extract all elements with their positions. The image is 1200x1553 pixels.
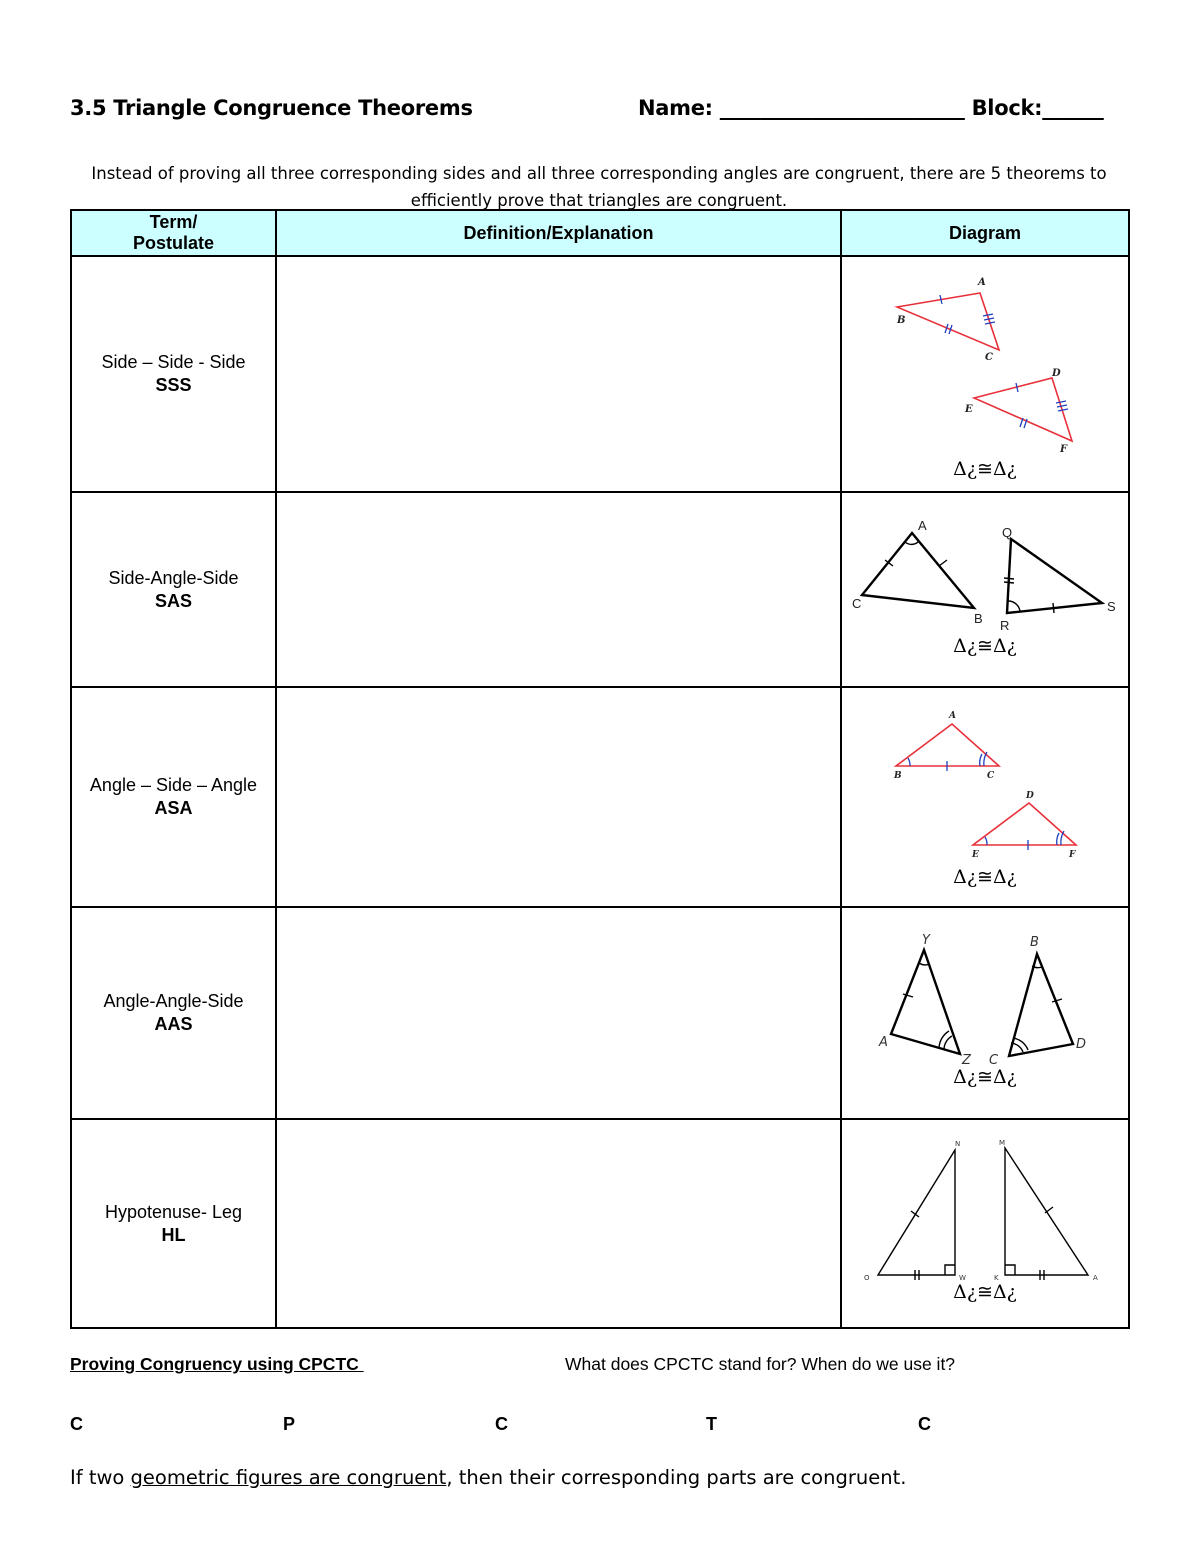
vertex-label: E [972, 850, 979, 860]
theorem-table [70, 209, 1130, 1329]
cpctc-letter: T [706, 1414, 717, 1434]
table-row-hl [71, 1119, 1129, 1328]
header-term-line2: Postulate [132, 233, 215, 253]
cpctc-letter: C [70, 1414, 83, 1434]
congruence-statement: Δ¿≅Δ¿ [953, 1066, 1017, 1088]
term-name: Angle – Side – Angle [89, 775, 258, 795]
vertex-label: C [989, 1053, 999, 1068]
vertex-label: Z [962, 1053, 971, 1068]
term-cell [71, 1119, 276, 1328]
worksheet-title: 3.5 Triangle Congruence Theorems [70, 96, 473, 120]
closing-underlined: geometric figures are congruent [130, 1466, 447, 1489]
congruence-statement: Δ¿≅Δ¿ [953, 866, 1017, 888]
definition-cell[interactable] [276, 256, 841, 492]
diagram-cell [841, 907, 1129, 1119]
vertex-label: A [949, 711, 956, 721]
vertex-label: Q [1002, 525, 1013, 540]
table-row-sas [71, 492, 1129, 687]
name-block-field[interactable]: Name: ________________________ Block:______ [638, 96, 1104, 120]
intro-text: Instead of proving all three corresponding sides and all three corresponding angles are congruent, there are 5 theorems to efficiently prove that triangles are congruent. [91, 164, 1107, 210]
vertex-label: D [1026, 791, 1034, 801]
term-abbr: SAS [154, 590, 192, 611]
vertex-label: R [1000, 618, 1010, 633]
term-name: Side – Side - Side [101, 352, 246, 372]
definition-cell[interactable] [276, 687, 841, 907]
term-name: Hypotenuse- Leg [104, 1201, 243, 1222]
vertex-label: C [987, 771, 995, 781]
term-cell [71, 492, 276, 687]
vertex-label: B [1030, 935, 1039, 950]
congruence-statement: Δ¿≅Δ¿ [953, 1281, 1017, 1303]
vertex-label: N [955, 1140, 961, 1148]
term-abbr: SSS [155, 375, 192, 395]
definition-cell[interactable] [276, 1119, 841, 1328]
sas-diagram [842, 493, 1128, 688]
congruence-statement: Δ¿≅Δ¿ [953, 458, 1017, 480]
vertex-label: D [1052, 368, 1061, 379]
table-header-row [71, 210, 1129, 256]
diagram-cell [841, 1119, 1129, 1328]
triangle-now [878, 1150, 955, 1275]
triangle-abc [897, 293, 999, 350]
aas-diagram [842, 908, 1128, 1120]
term-abbr: AAS [154, 1014, 193, 1034]
triangle-def [974, 378, 1072, 441]
term-abbr: ASA [154, 798, 193, 818]
diagram-cell [841, 256, 1129, 492]
vertex-label: F [1069, 850, 1076, 860]
vertex-label: F [1060, 444, 1068, 455]
cpctc-question: What does CPCTC stand for? When do we use it? [565, 1354, 956, 1374]
vertex-label: A [918, 518, 927, 533]
definition-cell[interactable] [276, 907, 841, 1119]
table-row-sss [71, 256, 1129, 492]
vertex-label: A [1093, 1274, 1098, 1282]
cpctc-letter: P [283, 1414, 296, 1434]
vertex-label: B [897, 315, 906, 326]
definition-cell[interactable] [276, 492, 841, 687]
congruence-statement: Δ¿≅Δ¿ [953, 635, 1017, 657]
triangle-abc [862, 533, 974, 608]
vertex-label: K [994, 1274, 999, 1282]
vertex-label: D [1076, 1037, 1087, 1052]
vertex-label: B [894, 771, 902, 781]
vertex-label: A [879, 1035, 888, 1050]
cpctc-letter: C [918, 1414, 931, 1434]
closing-suffix: , then their corresponding parts are congruent. [446, 1466, 907, 1489]
term-cell [71, 256, 276, 492]
cpctc-letter: C [495, 1414, 508, 1434]
vertex-label: C [852, 596, 862, 611]
vertex-label: E [965, 404, 973, 415]
vertex-label: C [985, 352, 993, 363]
cpctc-heading: Proving Congruency using CPCTC [70, 1354, 364, 1374]
vertex-label: O [864, 1274, 870, 1282]
header-definition: Definition/Explanation [276, 210, 841, 256]
vertex-label: Y [922, 933, 930, 948]
diagram-cell [841, 492, 1129, 687]
vertex-label: M [999, 1139, 1006, 1147]
term-cell [71, 687, 276, 907]
term-cell [71, 907, 276, 1119]
closing-prefix: If two [70, 1466, 131, 1489]
term-name: Side-Angle-Side [108, 567, 239, 588]
diagram-cell [841, 687, 1129, 907]
header-term [71, 210, 276, 256]
cpctc-definition [70, 1466, 906, 1489]
header-diagram: Diagram [841, 210, 1129, 256]
table-row-aas [71, 907, 1129, 1119]
table-row-asa [71, 687, 1129, 907]
triangle-qrs [1007, 539, 1102, 613]
term-name: Angle-Angle-Side [103, 991, 244, 1011]
vertex-label: S [1107, 599, 1116, 614]
header-term-line1: Term/ [149, 212, 198, 232]
term-abbr: HL [161, 1224, 186, 1245]
vertex-label: A [978, 277, 986, 288]
triangle-bcd [1009, 954, 1073, 1056]
vertex-label: W [959, 1274, 966, 1282]
vertex-label: B [974, 611, 983, 626]
